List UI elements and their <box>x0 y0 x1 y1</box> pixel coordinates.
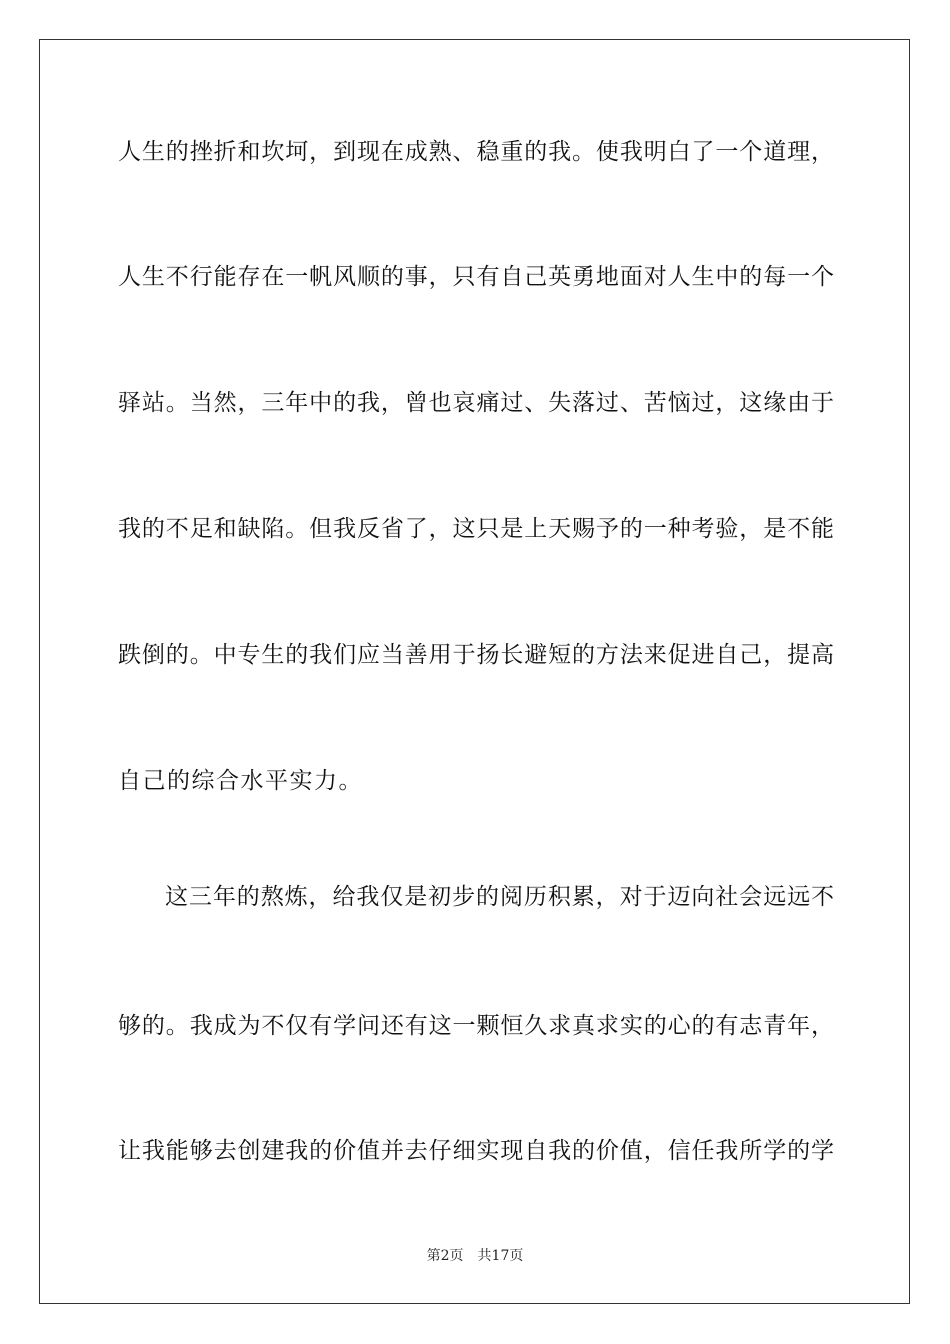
text-line: 让我能够去创建我的价值并去仔细实现自我的价值，信任我所学的学 <box>118 1138 834 1164</box>
text-line: 人生不行能存在一帆风顺的事，只有自己英勇地面对人生中的每一个 <box>118 264 834 290</box>
text-line: 自己的综合水平实力。 <box>118 768 363 794</box>
page-number-total: 共17页 <box>477 1248 524 1264</box>
text-line: 跌倒的。中专生的我们应当善用于扬长避短的方法来促进自己，提高 <box>118 642 834 668</box>
text-line-indented: 这三年的熬炼，给我仅是初步的阅历积累，对于迈向社会远远不 <box>165 884 834 910</box>
text-line: 够的。我成为不仅有学问还有这一颗恒久求真求实的心的有志青年， <box>118 1013 834 1039</box>
text-line: 我的不足和缺陷。但我反省了，这只是上天赐予的一种考验，是不能 <box>118 516 834 542</box>
page-border <box>39 39 910 1304</box>
text-line: 驿站。当然，三年中的我，曾也哀痛过、失落过、苦恼过，这缘由于 <box>118 390 834 416</box>
page-footer <box>0 1246 950 1266</box>
text-line: 人生的挫折和坎坷，到现在成熟、稳重的我。使我明白了一个道理， <box>118 139 834 165</box>
page-number-current: 第2页 <box>426 1248 464 1264</box>
